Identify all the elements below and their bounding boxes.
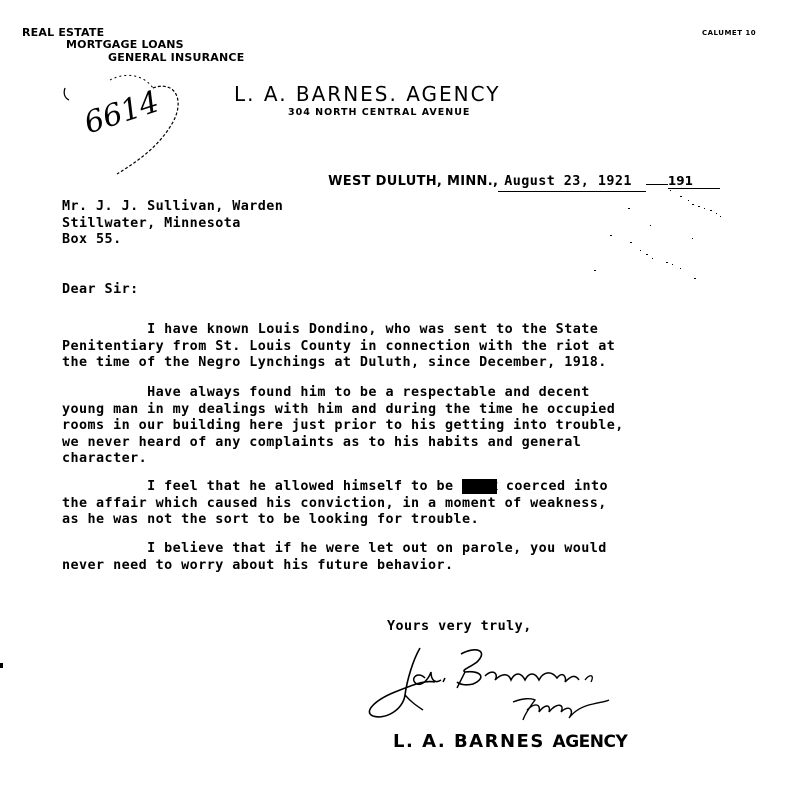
signature-icon [365,640,665,730]
service-real-estate: REAL ESTATE [22,26,105,39]
margin-mark [0,663,3,668]
struck-out-word: xxxxx [462,479,498,494]
body-line: as he was not the sort to be looking for trouble. [62,512,480,527]
service-mortgage-loans: MORTGAGE LOANS [66,38,184,51]
place-name: WEST DULUTH, MINN., [328,174,499,189]
body-paragraph-3 [62,479,742,529]
file-number: 6614 [80,84,164,142]
signature-block-main: L. A. BARNES [393,731,553,752]
body-paragraph-2 [62,385,742,468]
body-line: I feel that he allowed himself to be xxxxx coerced into [62,479,609,494]
body-line: young man in my dealings with him and during the time he occupied [62,401,616,417]
body-line: I believe that if he were let out on parole, you would [62,541,607,556]
body-line: the affair which caused his conviction, in a moment of weakness, [62,495,607,511]
faint-marks [580,180,800,300]
body-line: we never heard of any complaints as to his habits and general [62,434,582,450]
body-line: character. [62,451,148,466]
body-line: rooms in our building here just prior to his getting into trouble, [62,418,624,433]
service-general-insurance: GENERAL INSURANCE [108,51,245,64]
body-line: never need to worry about his future behavior. [62,557,454,573]
date-field: August 23, 1921 [498,174,646,192]
body-line: Have always found him to be a respectable and decent [62,385,590,400]
complimentary-close: Yours very truly, [387,619,532,634]
body-line: Penitentiary from St. Louis County in connection with the riot at [62,338,616,354]
signature-block-smudged: AGENCY [552,732,628,752]
body-line: the time of the Negro Lynchings at Duluth, since December, 1918. [62,355,607,370]
agency-name: L. A. BARNES. AGENCY [234,82,501,106]
year-prefix: 191 [668,174,720,189]
body-line: I have known Louis Dondino, who was sent to the State [62,322,599,337]
recipient-line: Box 55. [62,232,122,247]
telephone-exchange: CALUMET 10 [702,29,757,37]
agency-address: 304 NORTH CENTRAL AVENUE [288,107,471,118]
salutation: Dear Sir: [62,282,139,297]
body-paragraph-1 [62,322,742,372]
signature-block [393,731,627,752]
recipient-line: Stillwater, Minnesota [62,215,241,231]
recipient-line: Mr. J. J. Sullivan, Warden [62,199,284,214]
body-paragraph-4 [62,541,742,574]
